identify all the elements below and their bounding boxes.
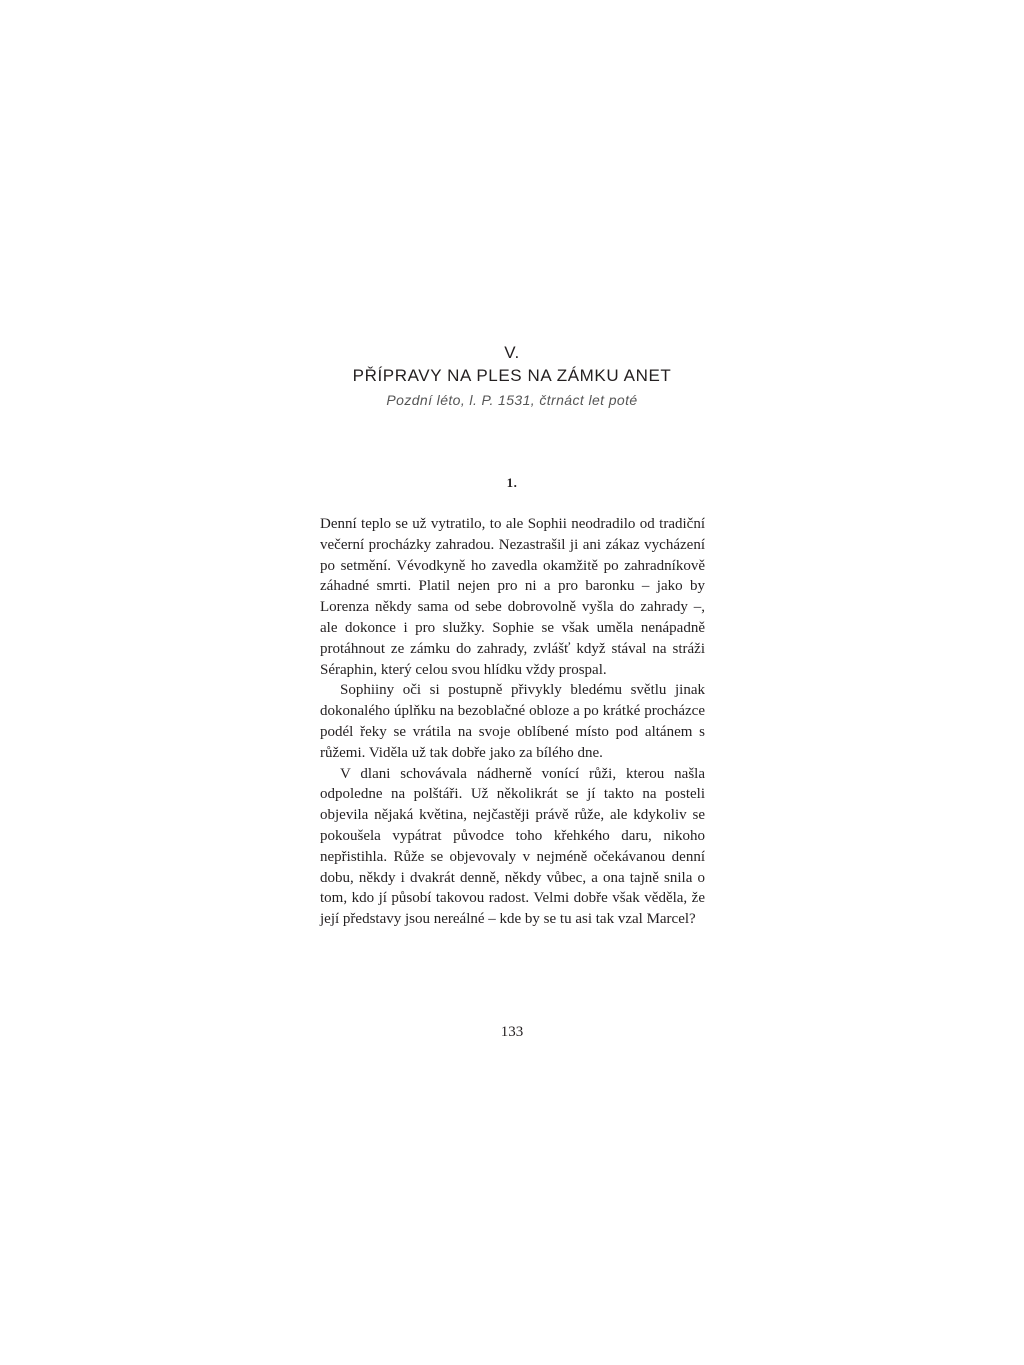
chapter-title: PŘÍPRAVY NA PLES NA ZÁMKU ANET	[352, 366, 672, 385]
chapter-number: V.	[504, 343, 520, 362]
paragraph-3: V dlani schovávala nádherně vonící růži, kterou našla odpoledne na polštáři. Už několikrát se jí takto na posteli objevila nějaká květina, nejčastěji právě růže, ale kdykoliv se pokoušela vypátrat původce toho křehkého daru, nikoho nepřistihla. Růže se objevovaly v nejméně očekávanou denní dobu, někdy i dvakrát denně, někdy vůbec, a ona tajně snila o tom, kdo jí působí takovou radost. Velmi dobře však věděla, že její představy jsou nereálné – kde by se tu asi tak vzal Marcel?	[320, 765, 705, 928]
paragraph-1: Denní teplo se už vytratilo, to ale Sophii neodradilo od tradiční večerní procházky zahradou. Nezastrašil ji ani zákaz vycházení po setmění. Vévodkyně ho zavedla okamžitě po zahradníkově záhadné smrti. Platil nejen pro ni a pro baronku – jako by Lorenza někdy sama od sebe dobrovolně vyšla do zahrady –, ale dokonce i pro služky. Sophie se však uměla nenápadně protáhnout ze zámku do zahrady, zvlášť když stával na stráži Séraphin, který celou svou hlídku vždy prospal.	[320, 516, 705, 678]
body-text	[320, 514, 705, 930]
chapter-subtitle: Pozdní léto, l. P. 1531, čtrnáct let poté	[386, 392, 638, 408]
page-number: 133	[500, 1024, 524, 1040]
section-number: 1.	[506, 475, 518, 490]
chapter-heading	[0, 342, 1024, 410]
paragraph-2: Sophiiny oči si postupně přivykly bledému světlu jinak dokonalého úplňku na bezoblačné obloze a po krátké procházce podél řeky se vrátila na svoje oblíbené místo pod altánem s růžemi. Viděla už tak dobře jako za bílého dne.	[320, 682, 705, 761]
